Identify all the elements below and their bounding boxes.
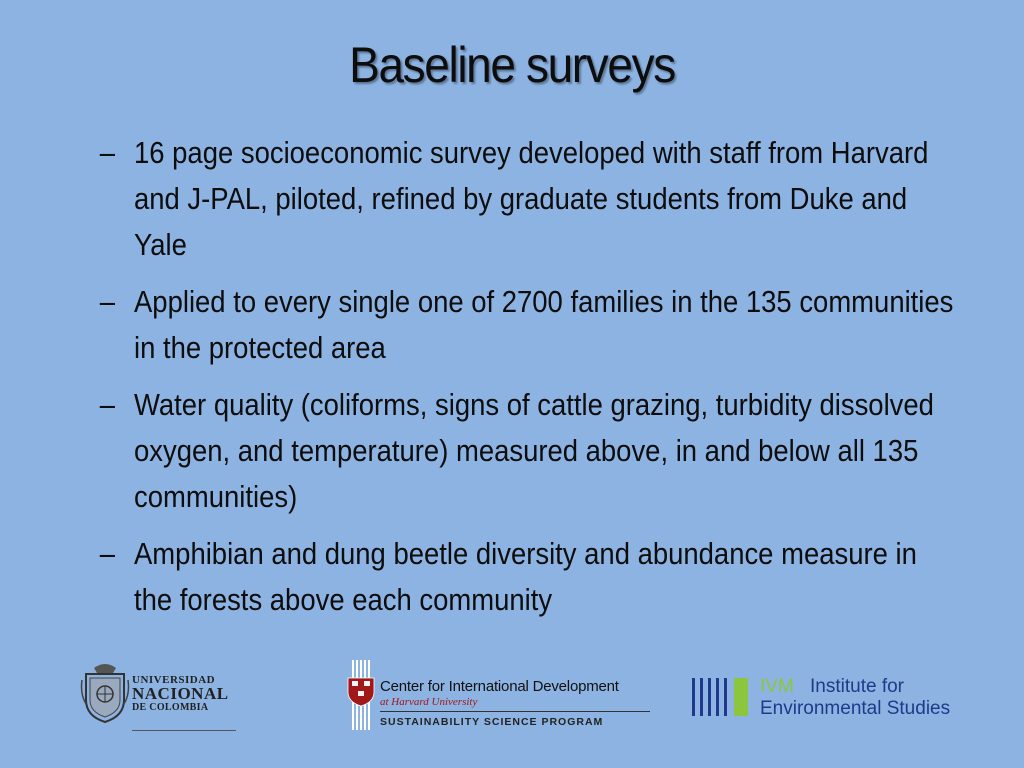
- ivm-line2: Environmental Studies: [760, 698, 951, 719]
- unal-logo: [80, 660, 240, 732]
- cid-name: Center for International Development: [380, 678, 619, 695]
- unal-seal-icon: [80, 660, 130, 724]
- unal-line2: NACIONAL: [132, 684, 229, 703]
- bullet-item: [98, 382, 962, 520]
- bullet-text: Amphibian and dung beetle diversity and abundance measure in the forests above each community: [134, 537, 917, 617]
- bullet-text: Water quality (coliforms, signs of cattle grazing, turbidity dissolved oxygen, and temperature) measured above, in and below all 135 communities): [134, 388, 934, 514]
- ivm-abbr: IVM: [760, 676, 794, 697]
- cid-rule: [380, 711, 650, 712]
- cid-logo: [346, 658, 656, 738]
- cid-affiliation: at Harvard University: [380, 696, 478, 708]
- bullet-item: [98, 531, 962, 623]
- ivm-logo: [690, 674, 1000, 724]
- bullet-item: [98, 130, 962, 268]
- ivm-stripes-icon: [690, 676, 752, 718]
- unal-rule: [132, 730, 236, 731]
- unal-line1: UNIVERSIDAD: [132, 674, 216, 686]
- ivm-line1: Institute for: [810, 676, 904, 697]
- harvard-shield-icon: [346, 660, 376, 730]
- bullet-marker: –: [99, 136, 116, 170]
- bullet-list: [98, 130, 978, 634]
- footer-logos: [0, 650, 1024, 740]
- bullet-marker: –: [99, 285, 116, 319]
- slide-title: Baseline surveys: [349, 37, 675, 93]
- bullet-marker: –: [99, 388, 116, 422]
- cid-program: SUSTAINABILITY SCIENCE PROGRAM: [380, 716, 604, 728]
- unal-line3: DE COLOMBIA: [132, 702, 209, 713]
- bullet-text: 16 page socioeconomic survey developed with staff from Harvard and J-PAL, piloted, refined by graduate students from Duke and Yale: [134, 136, 929, 262]
- bullet-text: Applied to every single one of 2700 families in the 135 communities in the protected area: [134, 285, 954, 365]
- bullet-marker: –: [99, 537, 116, 571]
- bullet-item: [98, 279, 962, 371]
